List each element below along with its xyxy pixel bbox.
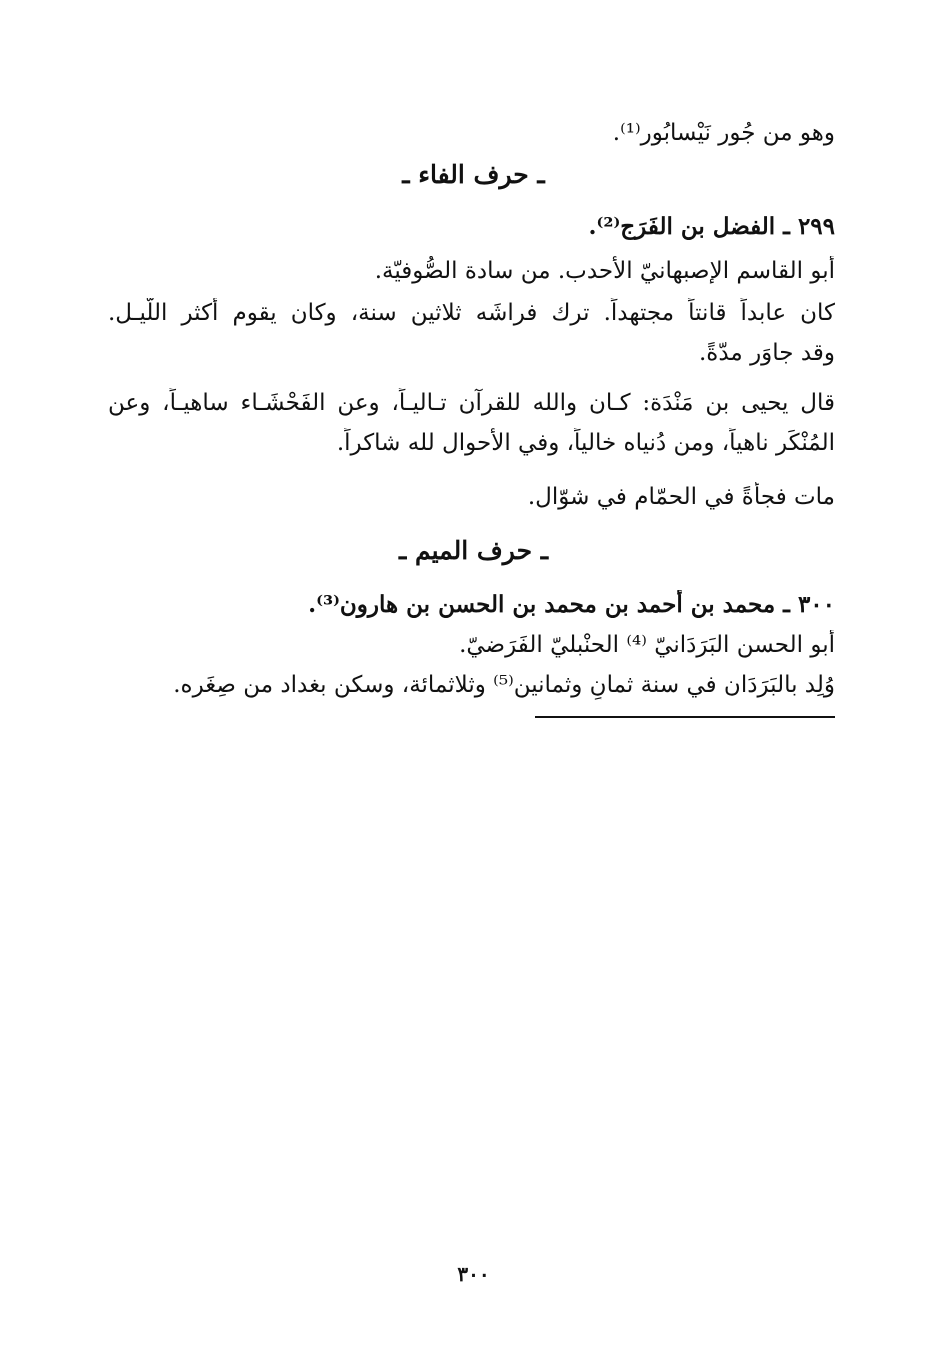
entry-299-line-6: مات فجأةً في الحمّام في شوّال. [527, 484, 835, 510]
entry-300-line-1: أبو الحسن البَرَدَانيّ ⁽⁴⁾ الحنْبليّ الفَرَضيّ. [459, 632, 835, 658]
entry-299-title: ٢٩٩ ـ الفضل بن الفَرَج⁽²⁾. [588, 213, 835, 240]
entry-299-line-1: أبو القاسم الإصبهانيّ الأحدب. من سادة الصُّوفيّة. [374, 258, 835, 284]
entry-299-line-5: المُنْكَر ناهياً، ومن دُنياه خالياً، وفي الأحوال لله شاكراً. [336, 430, 835, 456]
section-heading-fa: ـ حرف الفاء ـ [402, 160, 545, 189]
page-number: ٣٠٠ [457, 1262, 490, 1286]
entry-299-line-4: قال يحيى بن مَنْدَة: كـان والله للقرآن تـاليـاً، وعن الفَحْشَـاء ساهيـاً، وعن [108, 390, 835, 416]
footnote-separator [535, 716, 835, 718]
entry-300-title: ٣٠٠ ـ محمد بن أحمد بن محمد بن الحسن بن هارون⁽³⁾. [308, 591, 835, 618]
entry-299-line-2: كان عابداً قانتاً مجتهداً. ترك فراشَه ثلاثين سنة، وكان يقوم أكثر اللّيـل. [108, 300, 835, 326]
intro-line: وهو من جُور نَيْسابُور⁽¹⁾. [612, 120, 835, 146]
section-heading-mim: ـ حرف الميم ـ [398, 536, 549, 565]
entry-299-line-3: وقد جاوَر مدّةً. [699, 340, 835, 366]
entry-300-line-2: وُلِد بالبَرَدَان في سنة ثمانٍ وثمانين⁽⁵⁾ وثلاثمائة، وسكن بغداد من صِغَره. [173, 672, 835, 698]
